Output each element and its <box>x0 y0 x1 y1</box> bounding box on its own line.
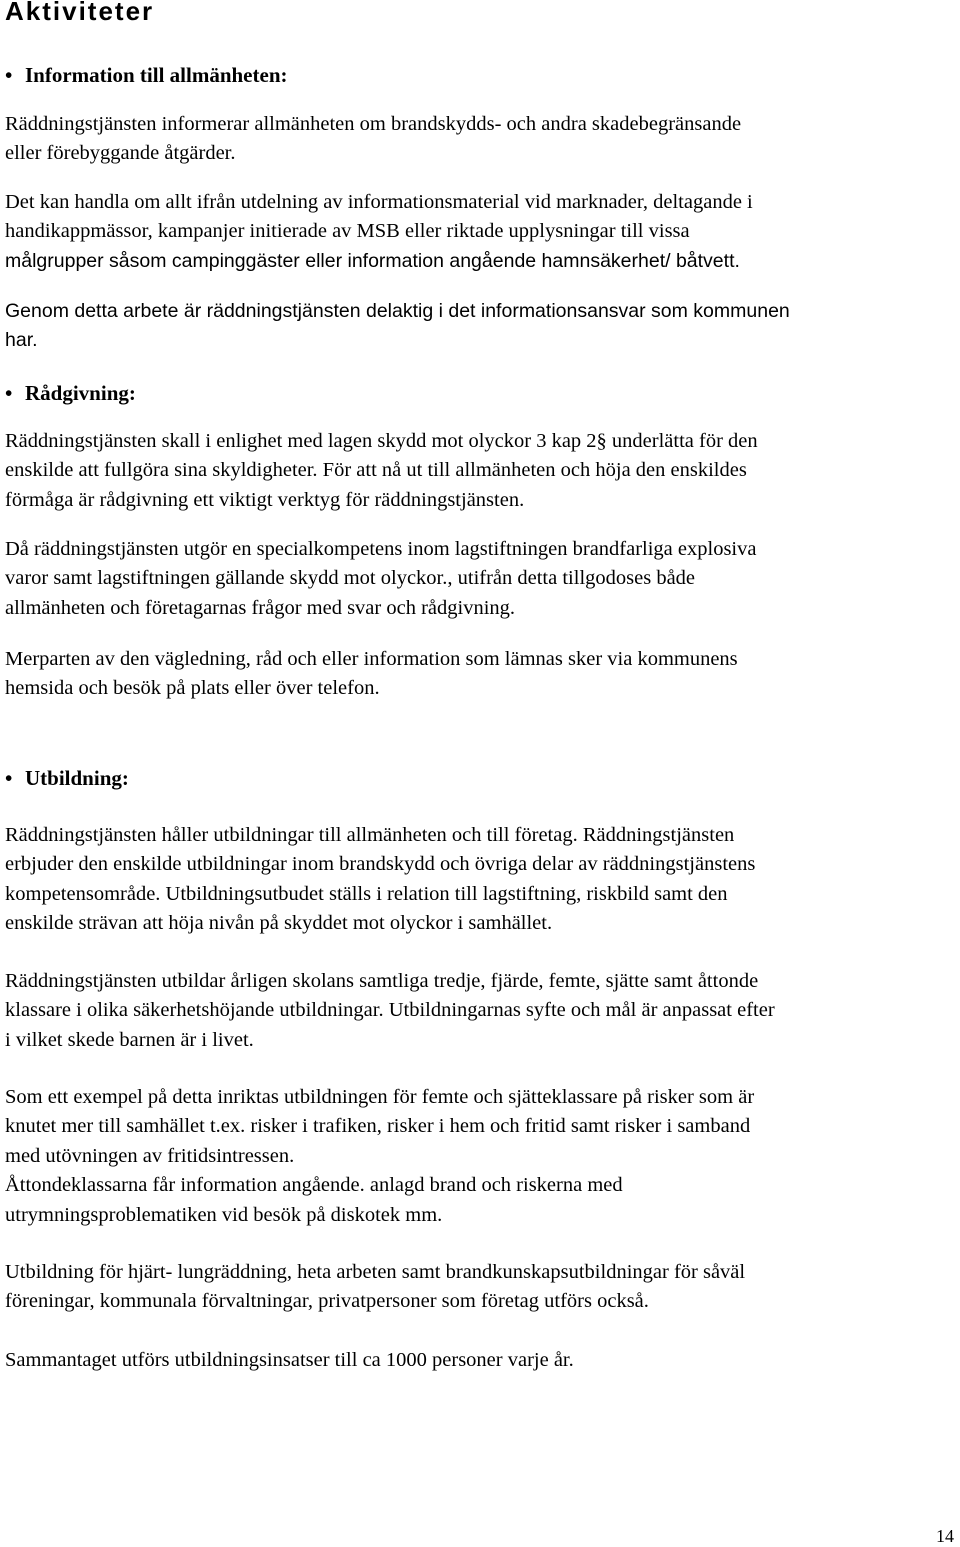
text-line: Merparten av den vägledning, råd och eller information som lämnas sker via kommunens <box>5 648 738 670</box>
text-line: Då räddningstjänsten utgör en specialkompetens inom lagstiftningen brandfarliga explosiva <box>5 538 757 560</box>
text-line: erbjuder den enskilde utbildningar inom brandskydd och övriga delar av räddningstjänstens <box>5 853 756 876</box>
page-number: 14 <box>936 1526 954 1546</box>
text-line: Som ett exempel på detta inriktas utbildningen för femte och sjätteklassare på risker som är <box>5 1086 755 1108</box>
text-line: med utövningen av fritidsintressen. <box>5 1144 295 1167</box>
text-line: knutet mer till samhället t.ex. risker i trafiken, risker i hem och fritid samt risker i samband <box>5 1115 751 1138</box>
text-line: kompetensområde. Utbildningsutbudet ställs i relation till lagstiftning, riskbild samt den <box>5 882 728 905</box>
text-line: förmåga är rådgivning ett viktigt verktyg för räddningstjänsten. <box>5 488 525 511</box>
text-line: eller förebyggande åtgärder. <box>5 142 236 165</box>
bullet-icon: • <box>5 766 13 790</box>
paragraph <box>5 535 756 623</box>
text-line: har. <box>5 329 38 352</box>
text-line: Genom detta arbete är räddningstjänsten delaktig i det informationsansvar som kommunen <box>5 300 790 322</box>
text-line: utrymningsproblematiken vid besök på diskotek mm. <box>5 1203 443 1226</box>
text-line: enskilde att fullgöra sina skyldigheter. För att nå ut till allmänheten och höja den enskildes <box>5 459 747 482</box>
text-line: Utbildning för hjärt- lungräddning, heta arbeten samt brandkunskapsutbildningar för såväl <box>5 1261 746 1283</box>
paragraph <box>5 297 790 356</box>
text-line: Räddningstjänsten informerar allmänheten om brandskydds- och andra skadebegränsande <box>5 113 742 135</box>
paragraph <box>5 1258 745 1317</box>
text-line: hemsida och besök på plats eller över telefon. <box>5 677 380 700</box>
text-line: Räddningstjänsten utbildar årligen skolans samtliga tredje, fjärde, femte, sjätte samt åttonde <box>5 970 759 992</box>
text-line: Sammantaget utförs utbildningsinsatser till ca 1000 personer varje år. <box>5 1349 574 1371</box>
text-line: målgrupper såsom campinggäster eller information angående hamnsäkerhet/ båtvett. <box>5 249 740 272</box>
text-line: föreningar, kommunala förvaltningar, privatpersoner som företag utförs också. <box>5 1290 649 1313</box>
text-line: Åttondeklassarna får information angående. anlagd brand och riskerna med <box>5 1174 623 1197</box>
paragraph <box>5 188 753 276</box>
paragraph <box>5 1346 574 1375</box>
text-line: handikappmässor, kampanjer initierade av MSB eller riktade upplysningar till vissa <box>5 220 690 243</box>
bullet-icon: • <box>5 63 13 87</box>
bullet-icon: • <box>5 381 13 405</box>
paragraph <box>5 1083 754 1230</box>
text-line: Räddningstjänsten skall i enlighet med lagen skydd mot olyckor 3 kap 2§ underlätta för den <box>5 430 758 452</box>
paragraph <box>5 967 775 1055</box>
section-heading-utbildning <box>5 766 129 790</box>
section-heading-radgivning <box>5 381 136 405</box>
paragraph <box>5 821 755 939</box>
page-title: Aktiviteter <box>5 0 155 26</box>
paragraph <box>5 427 758 515</box>
paragraph <box>5 645 738 704</box>
heading-text: Information till allmänheten: <box>25 63 288 87</box>
section-heading-information <box>5 63 288 87</box>
heading-text: Utbildning: <box>25 766 129 790</box>
paragraph <box>5 110 741 169</box>
heading-text: Rådgivning: <box>25 381 136 405</box>
text-line: enskilde strävan att höja nivån på skyddet mot olyckor i samhället. <box>5 912 553 935</box>
text-line: klassare i olika säkerhetshöjande utbildningar. Utbildningarnas syfte och mål är anpassat efter <box>5 999 775 1022</box>
text-line: i vilket skede barnen är i livet. <box>5 1028 254 1051</box>
text-line: allmänheten och företagarnas frågor med svar och rådgivning. <box>5 596 516 619</box>
text-line: varor samt lagstiftningen gällande skydd mot olyckor., utifrån detta tillgodoses både <box>5 567 696 590</box>
text-line: Räddningstjänsten håller utbildningar till allmänheten och till företag. Räddningstjänsten <box>5 824 735 846</box>
text-line: Det kan handla om allt ifrån utdelning av informationsmaterial vid marknader, deltagande i <box>5 191 753 213</box>
